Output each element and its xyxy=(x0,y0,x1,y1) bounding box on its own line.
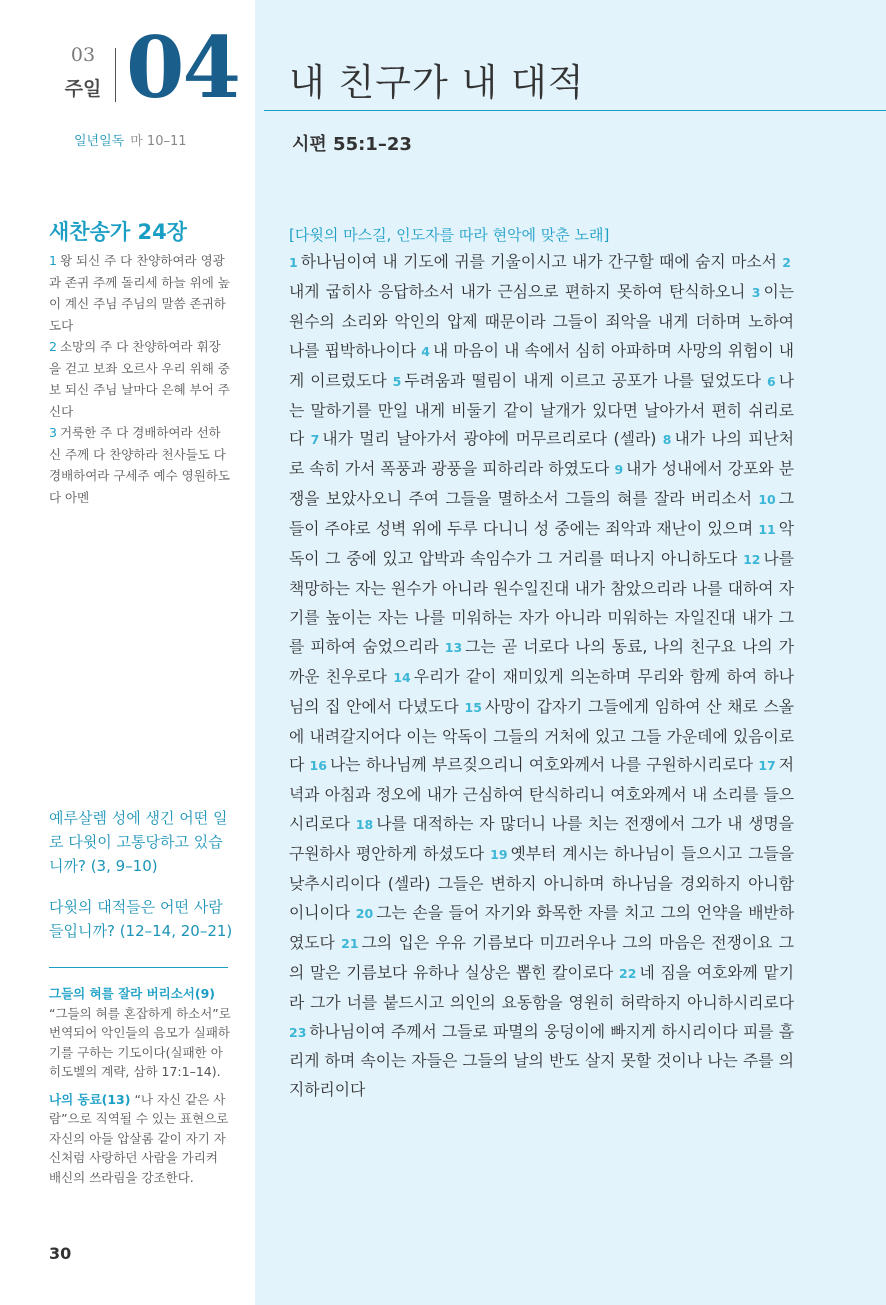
verse-number: 6 xyxy=(767,373,776,389)
verse-number: 10 xyxy=(758,492,776,508)
verse-number: 3 xyxy=(751,284,761,300)
question-1: 예루살렘 성에 생긴 어떤 일로 다윗이 고통당하고 있습니까? (3, 9–10) xyxy=(49,809,228,875)
note-text: “그들의 혀를 혼잡하게 하소서”로 번역되어 악인들의 음모가 실패하기를 구하는 기도이다(실패한 아히도벨의 계략, 삼하 17:1–14). xyxy=(49,1005,231,1079)
verse-text: 하나님이여 주께서 그들로 파멸의 웅덩이에 빠지게 하시리이다 피를 흘리게 하며 속이는 자들은 그들의 날의 반도 살지 못할 것이나 나는 주를 의지하리이다 xyxy=(289,1021,794,1100)
verse-text: 이는 원수의 소리와 악인의 압제 때문이라 그들이 죄악을 내게 더하며 노하여 나를 핍박하나이다 xyxy=(289,281,794,360)
page-title: 내 친구가 내 대적 xyxy=(289,61,585,104)
note-term: 그들의 혀를 잘라 버리소서(9) xyxy=(49,986,216,1001)
note-item xyxy=(49,1090,232,1188)
verse-text: 나는 하나님께 부르짖으리니 여호와께서 나를 구원하시리로다 xyxy=(329,755,754,775)
verse-text: 그의 입은 우유 기름보다 미끄러우나 그의 마음은 전쟁이요 그의 말은 기름보다 유하나 실상은 뽑힌 칼이로다 xyxy=(289,932,794,982)
daily-reading xyxy=(74,130,187,149)
study-notes xyxy=(49,984,232,1195)
verse-number: 12 xyxy=(743,552,761,568)
verse-number: 21 xyxy=(341,935,359,951)
verse-number: 18 xyxy=(355,817,374,833)
hymn-lyrics xyxy=(49,250,232,508)
verse-text: 내게 굽히사 응답하소서 내가 근심으로 편하지 못하여 탄식하오니 xyxy=(289,281,746,301)
verse-text: 네 짐을 여호와께 맡기라 그가 너를 붙드시고 의인의 요동함을 영원히 허락하지 아니하시리로다 xyxy=(289,962,794,1012)
verse-text: 악독이 그 중에 있고 압박과 속임수가 그 거리를 떠나지 아니하도다 xyxy=(289,519,794,569)
verse-text: 나를 대적하는 자 많더니 나를 치는 전쟁에서 그가 내 생명을 구원하사 평안하게 하셨도다 xyxy=(289,814,794,864)
verse-number: 17 xyxy=(758,758,776,774)
verse-text: 옛부터 계시는 하나님이 들으시고 그들을 낮추시리이다 (셀라) 그들은 변하지 아니하며 하나님을 경외하지 아니함이니이다 xyxy=(289,844,794,922)
hymn-verse-number: 3 xyxy=(49,425,57,440)
note-term: 나의 동료(13) xyxy=(49,1091,131,1107)
verse-number: 23 xyxy=(289,1024,307,1040)
verse-text: 저녁과 아침과 정오에 내가 근심하여 탄식하리니 여호와께서 내 소리를 들으시리로다 xyxy=(289,755,794,834)
verse-number: 2 xyxy=(782,255,791,270)
note-item xyxy=(49,984,232,1082)
page-number: 30 xyxy=(49,1244,72,1263)
verse-text: 내가 멀리 날아가서 광야에 머무르리로다 (셀라) xyxy=(322,429,657,449)
question-2: 다윗의 대적들은 어떤 사람들입니까? (12–14, 20–21) xyxy=(49,898,233,940)
verse-text: 그는 손을 들어 자기와 화목한 자를 치고 그의 언약을 배반하였도다 xyxy=(289,902,794,952)
verse-number: 11 xyxy=(758,522,776,538)
verse-text: 내가 성내에서 강포와 분쟁을 보았사오니 주여 그들을 멸하소서 그들의 혀를 잘라 버리소서 xyxy=(289,459,794,509)
hymn-verse-text: 왕 되신 주 다 찬양하여라 영광과 존귀 주께 돌리세 하늘 위에 높이 계신 주님 주님의 말씀 존귀하도다 xyxy=(49,253,230,333)
week-number: 04 xyxy=(126,18,239,117)
verse-number: 7 xyxy=(310,432,320,448)
psalm-superscription: [다윗의 마스길, 인도자를 따라 현악에 맞춘 노래] xyxy=(289,226,610,244)
hymn-verse-number: 2 xyxy=(49,339,57,354)
verse-text: 내 마음이 내 속에서 심히 아파하며 사망의 위험이 내게 이르렀도다 xyxy=(289,340,794,390)
psalm-reference: 시편 55:1–23 xyxy=(292,134,412,155)
verse-text: 사망이 갑자기 그들에게 임하여 산 채로 스올에 내려갈지어다 이는 악독이 그들의 거처에 있고 그들 가운데에 있음이로다 xyxy=(289,696,794,775)
weekday-label: 주일 xyxy=(64,78,102,100)
verse-number: 22 xyxy=(619,965,637,981)
verse-number: 20 xyxy=(355,905,374,921)
daily-reading-label: 일년일독 xyxy=(74,134,125,149)
hymn-verse-number: 1 xyxy=(49,253,57,268)
verse-text: 나는 말하기를 만일 내게 비둘기 같이 날개가 있다면 날아가서 편히 쉬리로다 xyxy=(289,370,794,449)
verse-text: 나를 책망하는 자는 원수가 아니라 원수일진대 내가 참았으리라 나를 대하여 자기를 높이는 자는 나를 미워하는 자가 아니라 미워하는 자일진대 내가 그를 피하여 숨었으리라 xyxy=(289,549,794,656)
verse-number: 13 xyxy=(444,639,463,655)
verse-number: 1 xyxy=(289,255,298,270)
title-divider xyxy=(264,110,886,111)
verse-number: 15 xyxy=(464,699,482,715)
verse-text: 그들이 주야로 성벽 위에 두루 다니니 성 중에는 죄악과 재난이 있으며 xyxy=(289,489,794,539)
verse-text: 두려움과 떨림이 내게 이르고 공포가 나를 덮었도다 xyxy=(404,370,761,390)
daily-reading-ref: 마 10–11 xyxy=(130,134,187,149)
note-text: “나 자신 같은 사람”으로 직역될 수 있는 표현으로 자신의 아들 압살롬 같이 자기 자신처럼 사랑하던 사람을 가리켜 배신의 쓰라림을 강조한다. xyxy=(49,1091,229,1185)
hymn-verse xyxy=(49,422,232,508)
verse-number: 5 xyxy=(392,373,402,389)
verse-number: 4 xyxy=(421,343,430,359)
hymn-verse-text: 소망의 주 다 찬양하여라 휘장을 걷고 보좌 오르사 우리 위해 중보 되신 주님 날마다 은혜 부어 주신다 xyxy=(49,339,230,419)
verse-number: 8 xyxy=(662,432,672,448)
notes-divider xyxy=(49,967,228,968)
verse-text: 우리가 같이 재미있게 의논하며 무리와 함께 하여 하나님의 집 안에서 다녔도다 xyxy=(289,666,794,716)
verse-number: 14 xyxy=(393,669,411,685)
verse-number: 19 xyxy=(490,847,508,863)
hymn-verse xyxy=(49,336,232,422)
hymn-verse xyxy=(49,250,232,336)
verse-text: 그는 곧 너로다 나의 동료, 나의 친구요 나의 가까운 친우로다 xyxy=(289,636,794,686)
month-label: 03 xyxy=(70,44,96,66)
verse-text: 내가 나의 피난처로 속히 가서 폭풍과 광풍을 피하리라 하였도다 xyxy=(289,429,794,479)
header-divider xyxy=(115,48,116,102)
hymn-title: 새찬송가 24장 xyxy=(49,220,187,244)
verse-number: 16 xyxy=(309,758,327,774)
verse-text: 하나님이여 내 기도에 귀를 기울이시고 내가 간구할 때에 숨지 마소서 xyxy=(300,252,777,271)
hymn-verse-text: 거룩한 주 다 경배하여라 선하신 주께 다 찬양하라 천사들도 다 경배하여라 구세주 예수 영원하도다 아멘 xyxy=(49,425,230,505)
scripture-text xyxy=(289,248,794,1105)
verse-number: 9 xyxy=(614,462,624,478)
